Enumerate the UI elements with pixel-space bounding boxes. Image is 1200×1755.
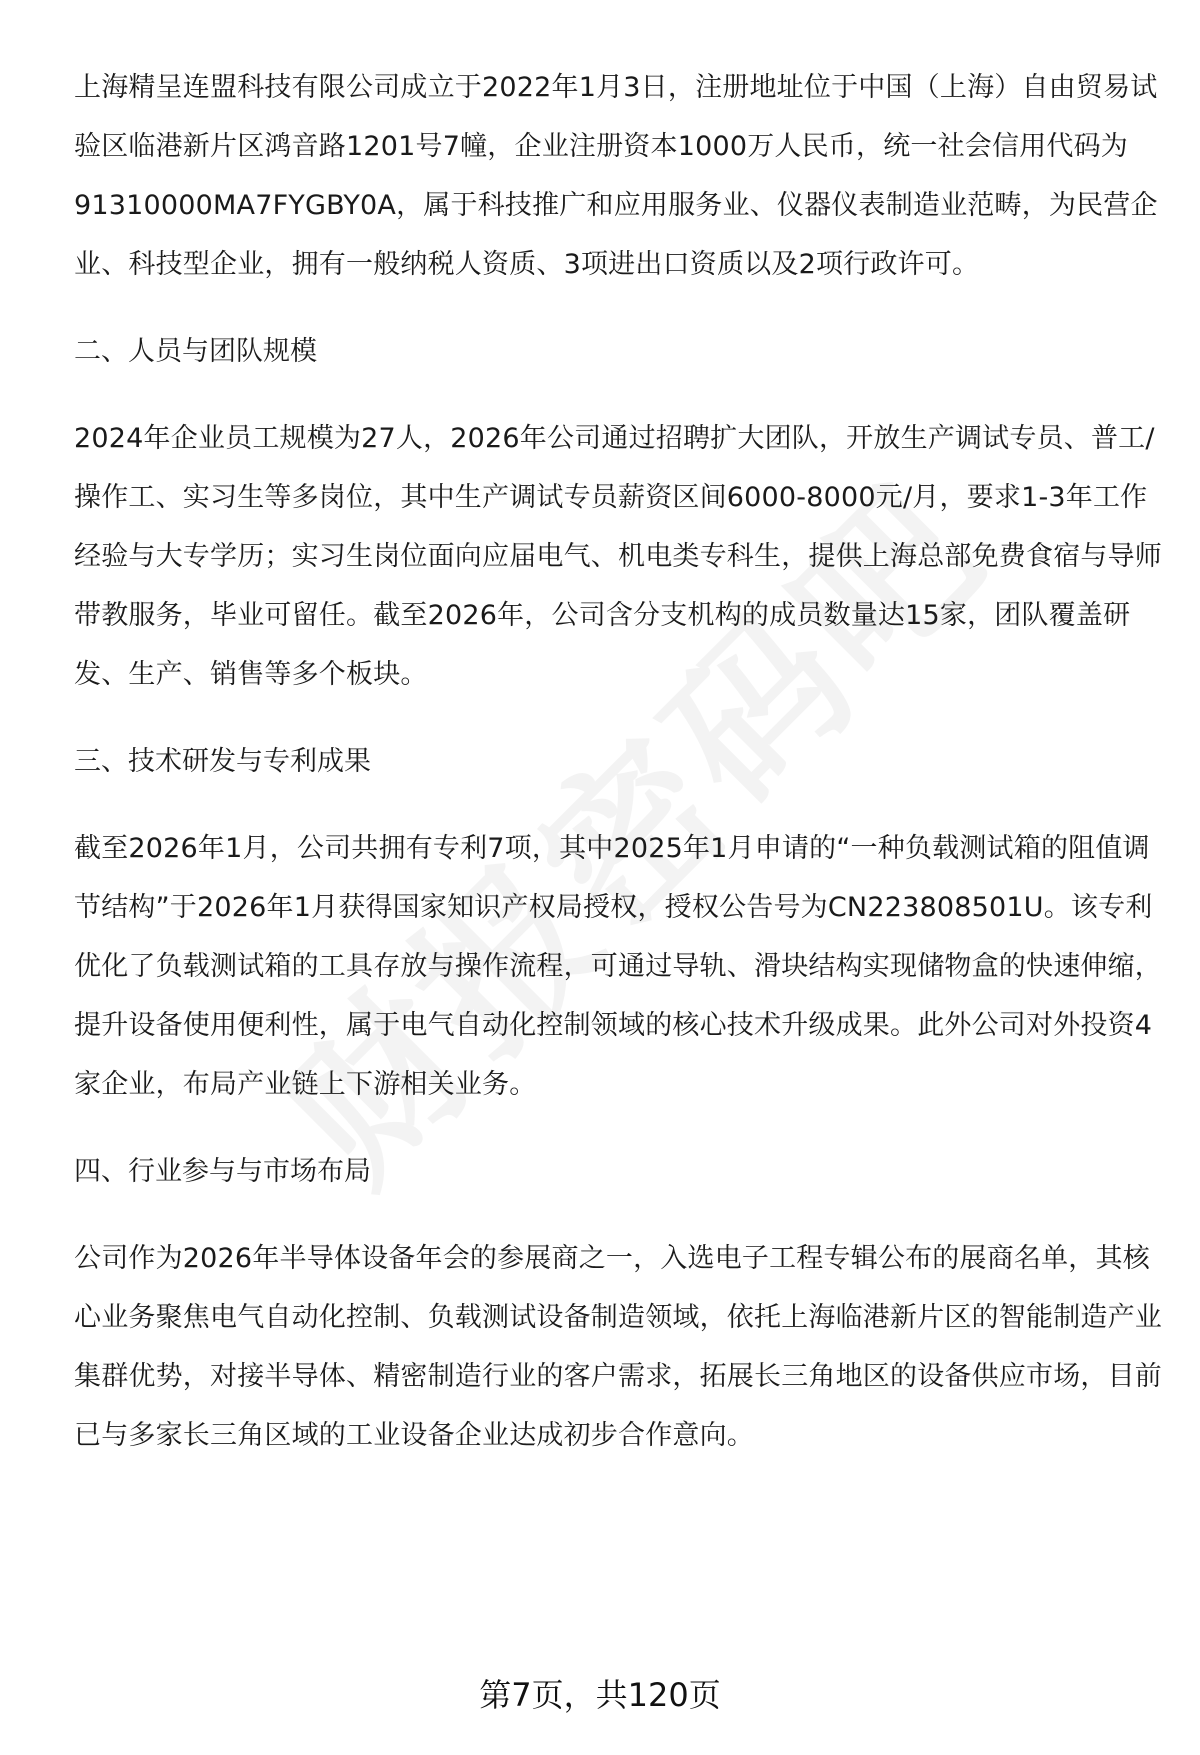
document-body: [74, 58, 1164, 1465]
rnd-paragraph: 截至2026年1月，公司共拥有专利7项，其中2025年1月申请的“一种负载测试箱的阻值调节结构”于2026年1月获得国家知识产权局授权，授权公告号为CN223808501U。该专利优化了负载测试箱的工具存放与操作流程，可通过导轨、滑块结构实现储物盒的快速伸缩，提升设备使用便利性，属于电气自动化控制领域的核心技术升级成果。此外公司对外投资4家企业，布局产业链上下游相关业务。: [74, 833, 1162, 1100]
intro-paragraph: 上海精呈连盟科技有限公司成立于2022年1月3日，注册地址位于中国（上海）自由贸易试验区临港新片区鸿音路1201号7幢，企业注册资本1000万人民币，统一社会信用代码为91310000MA7FYGBY0A，属于科技推广和应用服务业、仪器仪表制造业范畴，为民营企业、科技型企业，拥有一般纳税人资质、3项进出口资质以及2项行政许可。: [74, 72, 1158, 280]
spacer: [74, 294, 1164, 322]
spacer: [74, 791, 1164, 819]
section-heading-market: 四、行业参与与市场布局: [74, 1156, 371, 1187]
section-heading-personnel: 二、人员与团队规模: [74, 336, 317, 367]
spacer: [74, 1201, 1164, 1229]
page-number: 第7页，共120页: [479, 1676, 721, 1714]
personnel-paragraph: 2024年企业员工规模为27人，2026年公司通过招聘扩大团队，开放生产调试专员、普工/操作工、实习生等多岗位，其中生产调试专员薪资区间6000-8000元/月，要求1-3年工作经验与大专学历；实习生岗位面向应届电气、机电类专科生，提供上海总部免费食宿与导师带教服务，毕业可留任。截至2026年，公司含分支机构的成员数量达15家，团队覆盖研发、生产、销售等多个板块。: [74, 423, 1162, 690]
section-heading-rnd: 三、技术研发与专利成果: [74, 746, 371, 777]
spacer: [74, 381, 1164, 409]
spacer: [74, 704, 1164, 732]
spacer: [74, 1114, 1164, 1142]
market-paragraph: 公司作为2026年半导体设备年会的参展商之一，入选电子工程专辑公布的展商名单，其核心业务聚焦电气自动化控制、负载测试设备制造领域，依托上海临港新片区的智能制造产业集群优势，对接半导体、精密制造行业的客户需求，拓展长三角地区的设备供应市场，目前已与多家长三角区域的工业设备企业达成初步合作意向。: [74, 1243, 1162, 1451]
